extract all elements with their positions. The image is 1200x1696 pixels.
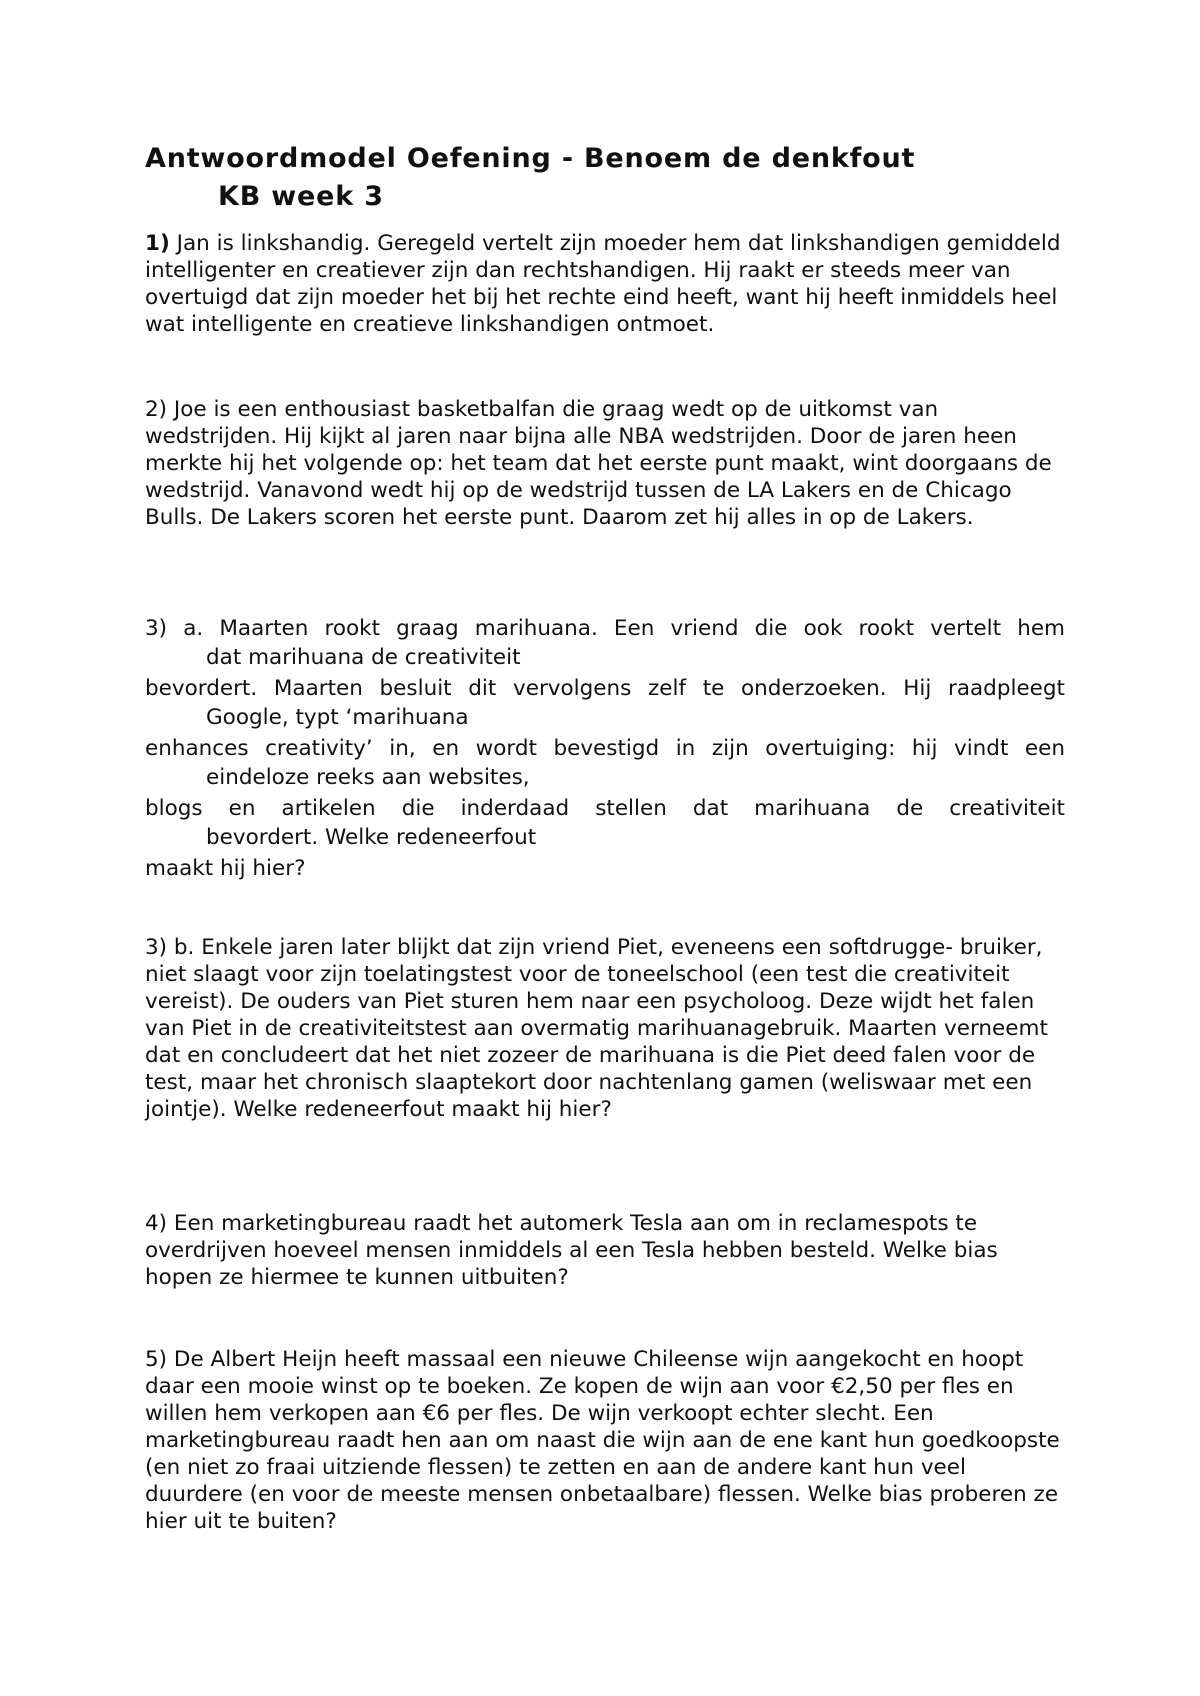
question-3a-row-4: blogs en artikelen die inderdaad stellen dat marihuana de creativiteit (145, 796, 1065, 821)
question-3a (145, 614, 1065, 883)
question-3a-row-3: enhances creativity’ in, en wordt bevestigd in zijn overtuiging: hij vindt een (145, 736, 1065, 761)
question-2 (145, 396, 1065, 531)
question-3a-row-1-indent: dat marihuana de creativiteit (206, 645, 521, 670)
question-1-text: Jan is linkshandig. Geregeld vertelt zijn moeder hem dat linkshandigen gemiddeld intelligenter en creatiever zijn dan rechtshandigen. Hij raakt er steeds meer van overtuigd dat zijn moeder het bij het rechte eind heeft, want hij heeft inmiddels heel wat intelligente en creatieve linkshandigen ontmoet. (145, 231, 1061, 337)
question-3a-row-5: maakt hij hier? (145, 856, 306, 881)
question-2-text: 2) Joe is een enthousiast basketbalfan die graag wedt op de uitkomst van wedstrijden. Hij kijkt al jaren naar bijna alle NBA wedstrijden. Door de jaren heen merkte hij het volgende op: het team dat het eerste punt maakt, wint doorgaans de wedstrijd. Vanavond wedt hij op de wedstrijd tussen de LA Lakers en de Chicago Bulls. De Lakers scoren het eerste punt. Daarom zet hij alles in op de Lakers. (145, 397, 1052, 530)
document-title (145, 140, 915, 216)
question-1-number: 1) (145, 231, 170, 256)
title-line-1: Antwoordmodel Oefening - Benoem de denkfout (145, 143, 916, 174)
question-4-text: 4) Een marketingbureau raadt het automerk Tesla aan om in reclamespots te overdrijven hoeveel mensen inmiddels al een Tesla hebben besteld. Welke bias hopen ze hiermee te kunnen uitbuiten? (145, 1211, 998, 1290)
question-3a-row-2: bevordert. Maarten besluit dit vervolgens zelf te onderzoeken. Hij raadpleegt (145, 676, 1065, 701)
question-1 (145, 230, 1065, 338)
question-3a-row-4-indent: bevordert. Welke redeneerfout (206, 825, 537, 850)
question-3a-row-3-indent: eindeloze reeks aan websites, (206, 765, 530, 790)
question-5 (145, 1346, 1065, 1535)
question-3b-text: 3) b. Enkele jaren later blijkt dat zijn vriend Piet, eveneens een softdrugge- bruiker, niet slaagt voor zijn toelatingstest voor de toneelschool (een test die creativiteit vereist). De ouders van Piet sturen hem naar een psycholoog. Deze wijdt het falen van Piet in de creativiteitstest aan overmatig marihuanagebruik. Maarten verneemt dat en concludeert dat het niet zozeer de marihuana is die Piet deed falen voor de test, maar het chronisch slaaptekort door nachtenlang gamen (weliswaar met een jointje). Welke redeneerfout maakt hij hier? (145, 935, 1048, 1122)
question-3a-row-1: 3) a. Maarten rookt graag marihuana. Een vriend die ook rookt vertelt hem (145, 616, 1065, 641)
question-3b (145, 934, 1065, 1123)
question-4 (145, 1210, 1065, 1291)
question-5-text: 5) De Albert Heijn heeft massaal een nieuwe Chileense wijn aangekocht en hoopt daar een mooie winst op te boeken. Ze kopen de wijn aan voor €2,50 per fles en willen hem verkopen aan €6 per fles. De wijn verkoopt echter slecht. Een marketingbureau raadt hen aan om naast die wijn aan de ene kant hun goedkoopste (en niet zo fraai uitziende flessen) te zetten en aan de andere kant hun veel duurdere (en voor de meeste mensen onbetaalbare) flessen. Welke bias proberen ze hier uit te buiten? (145, 1347, 1060, 1534)
question-3a-row-2-indent: Google, typt ‘marihuana (206, 705, 469, 730)
title-line-2: KB week 3 (218, 181, 384, 212)
